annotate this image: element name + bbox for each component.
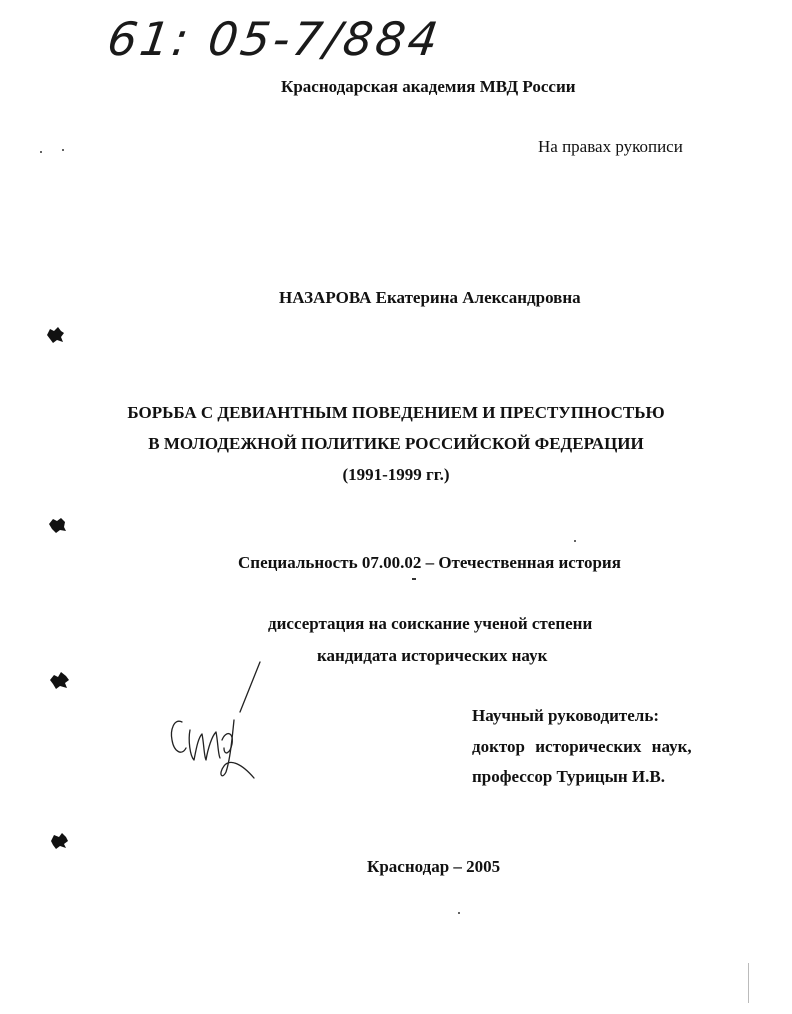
supervisor-label: Научный руководитель: [472,706,659,725]
degree-line-1: диссертация на соискание ученой степени [268,614,593,633]
binding-hole-mark [48,830,70,850]
scan-speck [574,540,576,542]
supervisor-name: профессор Турицын И.В. [472,767,665,786]
degree-line-2: кандидата исторических наук [317,646,548,665]
manuscript-rights-note: На правах рукописи [538,137,683,156]
thesis-title-line-1: БОРЬБА С ДЕВИАНТНЫМ ПОВЕДЕНИЕМ И ПРЕСТУПНОСТЬЮ [127,403,665,422]
handwritten-signature [160,660,280,790]
handwritten-archive-code: 61: 05-7/884 [104,12,445,66]
institution-name: Краснодарская академия МВД России [281,77,576,96]
scan-speck [40,151,42,153]
supervisor-rank: доктор исторических наук, [472,737,692,756]
scan-edge-line [748,963,749,1003]
scan-speck [412,578,416,580]
binding-hole-mark [48,670,70,690]
binding-hole-mark [44,325,66,345]
thesis-title-years: (1991-1999 гг.) [342,465,450,484]
city-year: Краснодар – 2005 [367,857,501,876]
scan-speck [458,912,460,914]
author-name: НАЗАРОВА Екатерина Александровна [279,288,581,307]
thesis-title-line-2: В МОЛОДЕЖНОЙ ПОЛИТИКЕ РОССИЙСКОЙ ФЕДЕРАЦИИ [148,434,644,453]
binding-hole-mark [46,515,68,535]
scan-speck [62,149,64,151]
specialty-line: Специальность 07.00.02 – Отечественная история [238,553,621,572]
